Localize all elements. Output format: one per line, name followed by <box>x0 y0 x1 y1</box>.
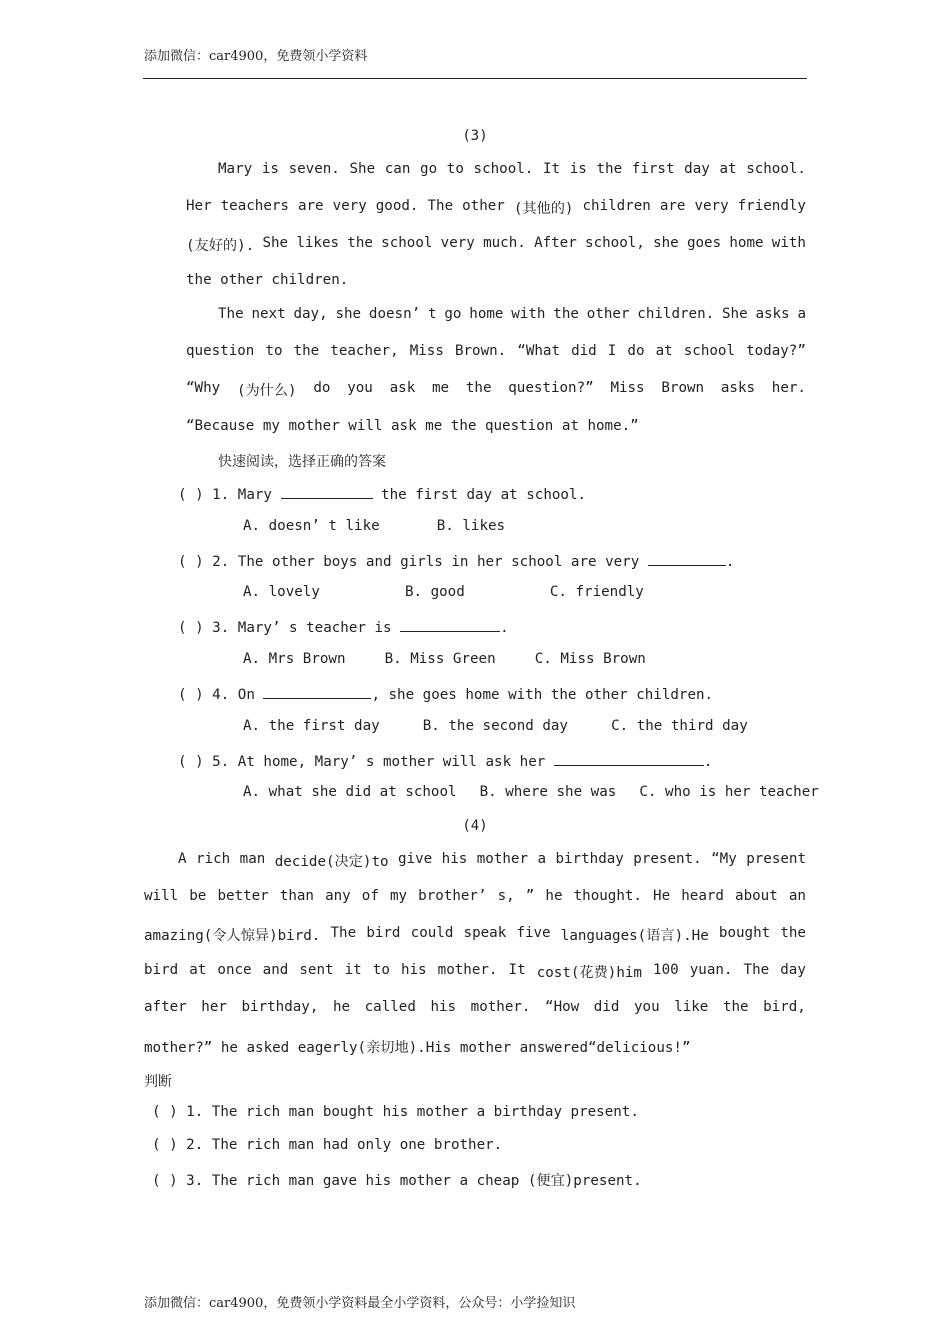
statement-text: 1. The rich man bought his mother a birthday present. <box>186 1104 639 1120</box>
word: bird <box>366 925 401 941</box>
word: question?” <box>508 380 594 396</box>
word: go <box>444 306 462 322</box>
word: very <box>440 235 475 251</box>
word: “My <box>711 851 737 867</box>
word: any <box>325 888 351 904</box>
options-4 <box>243 718 748 734</box>
word: about <box>735 888 778 904</box>
word: It <box>543 161 561 177</box>
word: Her <box>186 198 212 214</box>
word: do <box>313 380 331 396</box>
word: brother’ <box>418 888 487 904</box>
option-a: A. Mrs Brown <box>243 651 346 667</box>
option-c: C. who is her teacher <box>639 784 819 800</box>
word: languages(语言).He <box>560 928 709 944</box>
word: day <box>780 962 806 978</box>
word: She <box>721 306 748 322</box>
word: (为什么) <box>236 383 297 399</box>
word: question <box>186 343 255 359</box>
word: a <box>537 851 547 867</box>
passage-3-line: the other children. <box>186 272 349 288</box>
word: “Why <box>186 380 221 396</box>
word: to <box>372 962 390 978</box>
page-footer: 添加微信：car4900，免费领小学资料最全小学资料，公众号：小学捡知识 <box>144 1296 576 1311</box>
word: mother. <box>470 999 531 1015</box>
word: She <box>262 235 289 251</box>
word: bird, <box>763 999 806 1015</box>
passage-4-line <box>178 851 806 871</box>
statement-2 <box>152 1137 502 1153</box>
word: school. <box>473 161 534 177</box>
question-stem: 2. The other boys and girls in her school are very <box>212 554 640 570</box>
word: Miss <box>610 380 645 396</box>
word: bird <box>144 962 179 978</box>
word: the <box>596 161 623 177</box>
word: He <box>653 888 671 904</box>
word: bought <box>718 925 771 941</box>
statement-3 <box>152 1170 642 1190</box>
word: first <box>631 161 675 177</box>
word: doesn’ <box>368 306 421 322</box>
word: Miss <box>409 343 444 359</box>
question-stem-end: the first day at school. <box>372 487 587 503</box>
statement-text: 3. The rich man gave his mother a cheap (便宜)present. <box>186 1173 642 1189</box>
word: did <box>571 343 597 359</box>
word: birthday, <box>241 999 319 1015</box>
word: teacher, <box>330 343 399 359</box>
answer-blank <box>648 551 726 566</box>
question-stem: 1. Mary <box>212 487 272 503</box>
word: next <box>251 306 286 322</box>
word: The <box>330 925 357 941</box>
word: children. <box>637 306 715 322</box>
option-c: C. friendly <box>549 584 644 600</box>
word: to <box>265 343 283 359</box>
question-stem-end: . <box>725 554 735 570</box>
word: school <box>381 235 433 251</box>
word: asks <box>755 306 790 322</box>
statement-1 <box>152 1104 639 1120</box>
passage-3-instruction: 快速阅读，选择正确的答案 <box>218 454 386 470</box>
word: sent <box>299 962 334 978</box>
passage-4-line <box>144 925 806 945</box>
passage-3-line <box>218 306 806 322</box>
word: do <box>627 343 645 359</box>
word: other <box>586 306 630 322</box>
answer-bracket[interactable]: ( ) <box>152 1137 178 1153</box>
word: A <box>178 851 187 867</box>
word: will <box>144 888 179 904</box>
word: school, <box>585 235 645 251</box>
word: day <box>684 161 710 177</box>
word: (友好的). <box>186 238 255 254</box>
word: the <box>347 235 373 251</box>
option-c: C. Miss Brown <box>534 651 646 667</box>
word: After <box>534 235 577 251</box>
word: the <box>722 999 749 1015</box>
word: his <box>430 999 457 1015</box>
word: ask <box>389 380 416 396</box>
word: go <box>420 161 438 177</box>
option-a: A. the first day <box>243 718 380 734</box>
options-5 <box>243 784 819 800</box>
question-stem-end: . <box>500 620 509 636</box>
word: at <box>719 161 737 177</box>
passage-3-line <box>186 235 806 255</box>
word: very <box>332 198 367 214</box>
passage-4-line: mother?” he asked eagerly(亲切地).His mother answered“delicious!” <box>144 1040 691 1056</box>
passage-4-line <box>144 962 806 982</box>
word: She <box>349 161 376 177</box>
word: t <box>427 306 437 322</box>
word: she <box>653 235 679 251</box>
word: present <box>746 851 806 867</box>
answer-bracket[interactable]: ( ) <box>178 687 204 703</box>
word: it <box>344 962 362 978</box>
word: is <box>569 161 587 177</box>
word: the <box>780 925 806 941</box>
answer-blank <box>281 484 373 499</box>
word: could <box>410 925 454 941</box>
word: home <box>729 235 764 251</box>
word: good. <box>375 198 419 214</box>
option-b: B. good <box>404 584 465 600</box>
answer-blank <box>263 684 371 699</box>
word: to <box>446 161 464 177</box>
word: like <box>674 999 709 1015</box>
answer-bracket[interactable]: ( ) <box>152 1104 178 1120</box>
word: teachers <box>220 198 289 214</box>
word: give <box>398 851 433 867</box>
word: The <box>218 306 244 322</box>
question-stem: 4. On <box>212 687 255 703</box>
answer-bracket[interactable]: ( ) <box>178 620 204 636</box>
word: better <box>217 888 269 904</box>
word: did <box>593 999 620 1015</box>
word: at <box>189 962 207 978</box>
word: me <box>432 380 450 396</box>
word: (其他的) <box>513 201 574 217</box>
word: heard <box>681 888 724 904</box>
word: can <box>384 161 411 177</box>
word: home <box>469 306 504 322</box>
passage-4-number: (4) <box>462 818 488 834</box>
word: speak <box>463 925 507 941</box>
word: his <box>441 851 468 867</box>
word: much. <box>483 235 526 251</box>
word: the <box>293 343 320 359</box>
passage-4-line <box>144 888 806 904</box>
word: “How <box>545 999 580 1015</box>
word: I <box>607 343 617 359</box>
option-b: B. Miss Green <box>384 651 496 667</box>
option-a: A. lovely <box>243 584 320 600</box>
word: than <box>279 888 314 904</box>
passage-4-instruction: 判断 <box>144 1074 172 1090</box>
word: goes <box>686 235 722 251</box>
word: with <box>771 235 806 251</box>
word: man <box>239 851 266 867</box>
word: my <box>389 888 408 904</box>
passage-3-line: “Because my mother will ask me the question at home.” <box>186 418 639 434</box>
word: he <box>332 999 351 1015</box>
question-stem-end: , she goes home with the other children. <box>371 687 714 703</box>
word: the <box>465 380 492 396</box>
word: her. <box>771 380 806 396</box>
word: be <box>189 888 207 904</box>
answer-bracket[interactable]: ( ) <box>178 554 204 570</box>
word: a <box>797 306 806 322</box>
answer-bracket[interactable]: ( ) <box>178 487 204 503</box>
question-stem-end: . <box>703 754 713 770</box>
option-a: A. doesn’ t like <box>243 518 380 534</box>
word: present. <box>633 851 702 867</box>
word: seven. <box>288 161 340 177</box>
question-4 <box>178 684 713 703</box>
word: Mary <box>218 161 253 177</box>
passage-3-line <box>186 343 806 359</box>
options-2 <box>243 584 644 600</box>
option-a: A. what she did at school <box>243 784 457 800</box>
word: Brown <box>661 380 705 396</box>
word: other <box>462 198 505 214</box>
word: once <box>217 962 252 978</box>
word: day, <box>293 306 328 322</box>
word: of <box>361 888 379 904</box>
word: he <box>545 888 563 904</box>
word: Brown. <box>454 343 507 359</box>
word: The <box>427 198 454 214</box>
word: rich <box>196 851 231 867</box>
word: and <box>262 962 289 978</box>
word: you <box>633 999 660 1015</box>
word: very <box>694 198 729 214</box>
word: called <box>364 999 416 1015</box>
word: ” <box>525 888 535 904</box>
passage-3-number: (3) <box>462 128 488 144</box>
question-5 <box>178 751 712 770</box>
word: The <box>743 962 770 978</box>
word: 100 <box>653 962 679 978</box>
word: the <box>553 306 579 322</box>
word: she <box>335 306 362 322</box>
option-b: B. likes <box>436 518 506 534</box>
word: school. <box>746 161 806 177</box>
answer-blank <box>400 617 500 632</box>
answer-blank <box>554 751 704 766</box>
word: with <box>511 306 546 322</box>
question-stem: 3. Mary’ s teacher is <box>212 620 392 636</box>
header-divider <box>143 78 807 79</box>
word: are <box>659 198 686 214</box>
option-b: B. where she was <box>479 784 617 800</box>
word: It <box>508 962 526 978</box>
passage-3-line <box>186 198 806 218</box>
word: school <box>683 343 736 359</box>
word: birthday <box>555 851 624 867</box>
word: at <box>655 343 673 359</box>
word: after <box>144 999 187 1015</box>
word: children <box>582 198 651 214</box>
word: “What <box>517 343 561 359</box>
word: decide(决定)to <box>274 854 389 870</box>
word: friendly <box>737 198 806 214</box>
word: her <box>201 999 227 1015</box>
question-2 <box>178 551 734 570</box>
word: mother. <box>437 962 498 978</box>
option-b: B. the second day <box>422 718 568 734</box>
word: thought. <box>573 888 642 904</box>
answer-bracket[interactable]: ( ) <box>152 1173 178 1189</box>
answer-bracket[interactable]: ( ) <box>178 754 204 770</box>
word: an <box>788 888 806 904</box>
passage-3-line <box>218 161 806 177</box>
options-3 <box>243 651 646 667</box>
word: s, <box>497 888 515 904</box>
word: today?” <box>746 343 806 359</box>
word: likes <box>296 235 340 251</box>
option-c: C. the third day <box>611 718 748 734</box>
word: you <box>347 380 373 396</box>
word: is <box>261 161 279 177</box>
question-1 <box>178 484 586 503</box>
word: are <box>297 198 324 214</box>
word: yuan. <box>689 962 733 978</box>
word: amazing(令人惊异)bird. <box>144 928 321 944</box>
options-1 <box>243 518 505 534</box>
word: mother <box>476 851 528 867</box>
word: five <box>516 925 551 941</box>
word: his <box>400 962 427 978</box>
word: cost(花费)him <box>536 965 642 981</box>
statement-text: 2. The rich man had only one brother. <box>186 1137 503 1153</box>
page-header: 添加微信：car4900，免费领小学资料 <box>144 49 368 64</box>
question-stem: 5. At home, Mary’ s mother will ask her <box>212 754 546 770</box>
question-3 <box>178 617 509 636</box>
word: asks <box>720 380 756 396</box>
passage-3-line <box>186 380 806 400</box>
passage-4-line <box>144 999 806 1015</box>
